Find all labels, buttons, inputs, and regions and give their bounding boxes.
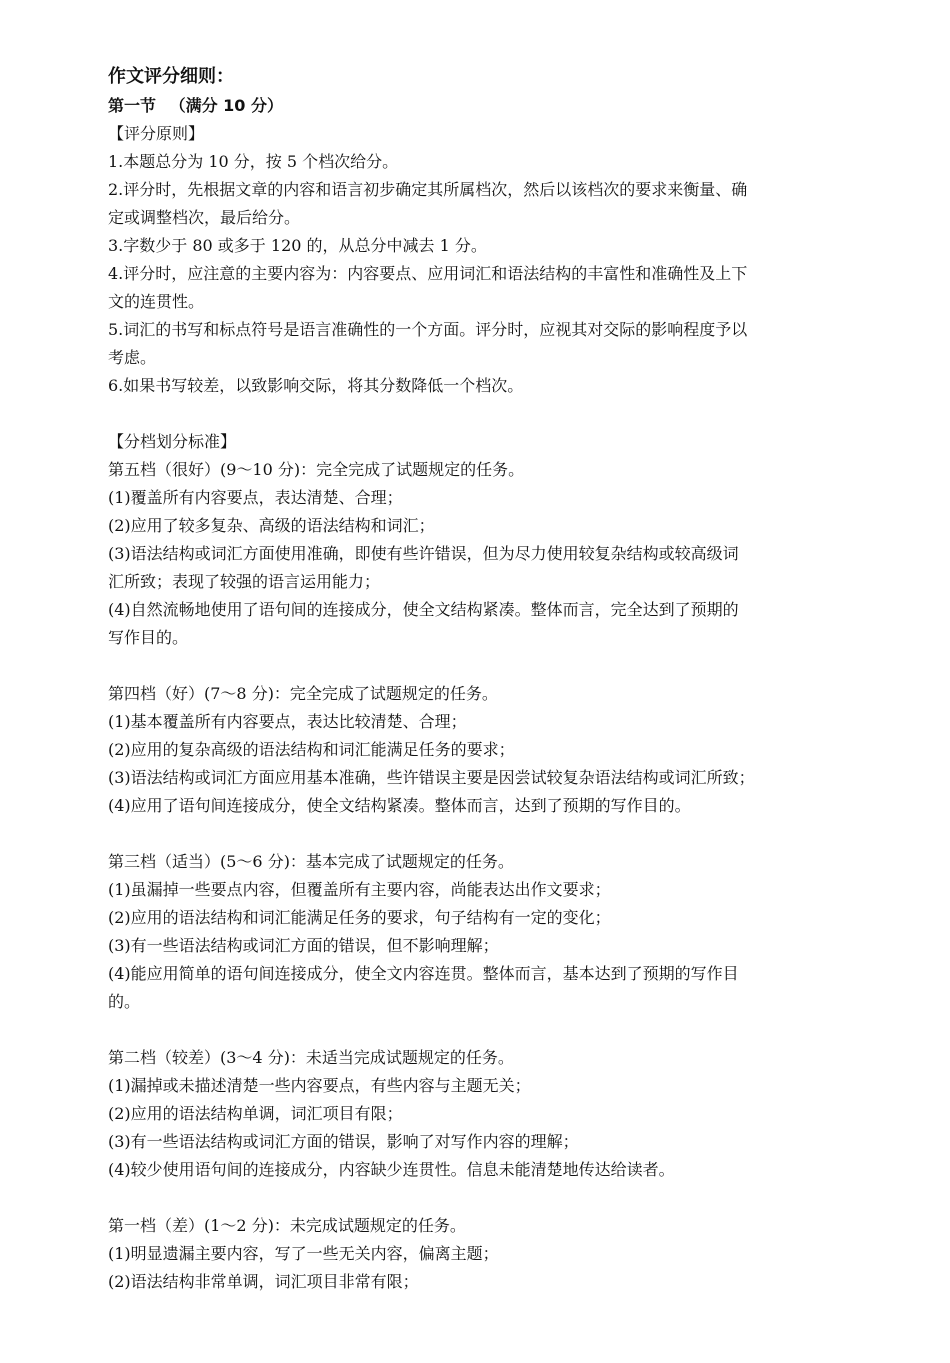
principle-line: 6.如果书写较差，以致影响交际，将其分数降低一个档次。 (108, 376, 524, 395)
grade-line: (4)较少使用语句间的连接成分，内容缺少连贯性。信息未能清楚地传达给读者。 (108, 1160, 675, 1179)
grade-heading: 第三档（适当）(5～6 分)：基本完成了试题规定的任务。 (108, 852, 514, 871)
grade-line: (2)语法结构非常单调，词汇项目非常有限； (108, 1272, 419, 1291)
grade-line: (2)应用的语法结构单调，词汇项目有限； (108, 1104, 403, 1123)
grade-line: (3)有一些语法结构或词汇方面的错误，影响了对写作内容的理解； (108, 1132, 579, 1151)
principle-line: 2.评分时，先根据文章的内容和语言初步确定其所属档次，然后以该档次的要求来衡量、确 (108, 180, 748, 199)
principle-line: 考虑。 (108, 348, 157, 367)
grade-line: (3)语法结构或词汇方面应用基本准确，些许错误主要是因尝试较复杂语法结构或词汇所致； (108, 768, 755, 787)
principle-line: 文的连贯性。 (108, 292, 205, 311)
grade-line: (1)明显遗漏主要内容，写了一些无关内容，偏离主题； (108, 1244, 499, 1263)
grade-line: (2)应用的语法结构和词汇能满足任务的要求，句子结构有一定的变化； (108, 908, 611, 927)
grade-line: (1)覆盖所有内容要点，表达清楚、合理； (108, 488, 403, 507)
grade-three (108, 848, 853, 1016)
spacer (108, 1184, 853, 1212)
grade-heading: 第二档（较差）(3～4 分)：未适当完成试题规定的任务。 (108, 1048, 514, 1067)
grade-line: (4)能应用简单的语句间连接成分，使全文内容连贯。整体而言，基本达到了预期的写作目 (108, 964, 739, 983)
spacer (108, 1016, 853, 1044)
grade-line: 写作目的。 (108, 628, 189, 647)
principle-line: 5.词汇的书写和标点符号是语言准确性的一个方面。评分时，应视其对交际的影响程度予以 (108, 320, 748, 339)
section-heading: 第一节 （满分 10 分） (108, 96, 283, 115)
grade-line: (3)语法结构或词汇方面使用准确，即使有些许错误，但为尽力使用较复杂结构或较高级词 (108, 544, 739, 563)
standards-heading: 【分档划分标准】 (108, 432, 237, 451)
grade-line: 的。 (108, 992, 141, 1011)
principle-line: 定或调整档次，最后给分。 (108, 208, 301, 227)
grade-line: 汇所致；表现了较强的语言运用能力； (108, 572, 381, 591)
document-page (108, 62, 853, 1296)
grade-heading: 第五档（很好）(9～10 分)：完全完成了试题规定的任务。 (108, 460, 525, 479)
grade-two (108, 1044, 853, 1184)
grade-line: (3)有一些语法结构或词汇方面的错误，但不影响理解； (108, 936, 499, 955)
grade-line: (2)应用的复杂高级的语法结构和词汇能满足任务的要求； (108, 740, 515, 759)
grade-heading: 第四档（好）(7～8 分)：完全完成了试题规定的任务。 (108, 684, 498, 703)
spacer (108, 820, 853, 848)
principles-heading: 【评分原则】 (108, 124, 205, 143)
principle-line: 3.字数少于 80 或多于 120 的，从总分中减去 1 分。 (108, 236, 487, 255)
document-title: 作文评分细则： (108, 66, 234, 87)
principle-line: 1.本题总分为 10 分，按 5 个档次给分。 (108, 152, 399, 171)
principles-list (108, 148, 853, 400)
grade-four (108, 680, 853, 820)
spacer (108, 652, 853, 680)
grade-line: (1)基本覆盖所有内容要点，表达比较清楚、合理； (108, 712, 467, 731)
grade-line: (4)应用了语句间连接成分，使全文结构紧凑。整体而言，达到了预期的写作目的。 (108, 796, 691, 815)
grade-line: (4)自然流畅地使用了语句间的连接成分，使全文结构紧凑。整体而言，完全达到了预期的 (108, 600, 739, 619)
grade-heading: 第一档（差）(1～2 分)：未完成试题规定的任务。 (108, 1216, 466, 1235)
grade-five (108, 456, 853, 652)
grade-line: (1)虽漏掉一些要点内容，但覆盖所有主要内容，尚能表达出作文要求； (108, 880, 611, 899)
principle-line: 4.评分时，应注意的主要内容为：内容要点、应用词汇和语法结构的丰富性和准确性及上下 (108, 264, 748, 283)
spacer (108, 400, 853, 428)
grade-line: (1)漏掉或未描述清楚一些内容要点，有些内容与主题无关； (108, 1076, 531, 1095)
grade-one (108, 1212, 853, 1296)
grade-line: (2)应用了较多复杂、高级的语法结构和词汇； (108, 516, 435, 535)
